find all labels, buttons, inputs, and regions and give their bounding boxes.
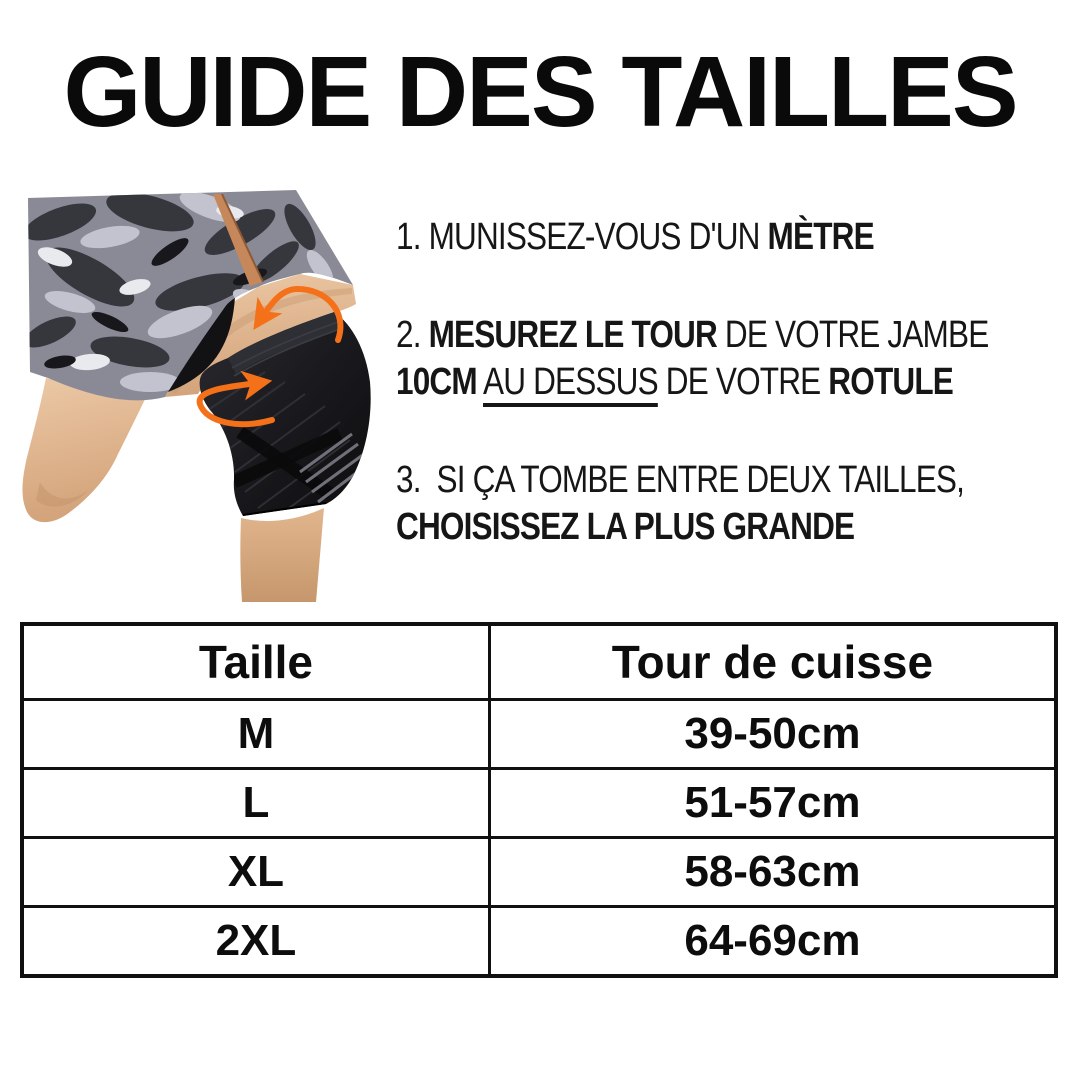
instruction-text-segment: DE VOTRE JAMBE [716,314,989,356]
thigh-circumference-cell: 64-69cm [489,907,1056,977]
instruction-text-segment: 10CM [396,361,477,403]
size-cell: L [22,769,489,838]
size-table-header-row [22,624,1056,700]
thigh-circumference-cell: 39-50cm [489,700,1056,769]
size-table-row [22,700,1056,769]
size-table-header [22,624,1056,700]
instruction-text-segment: DE VOTRE [657,361,829,403]
instruction-text-segment: AU DESSUS [483,361,658,403]
size-table [20,622,1058,978]
instruction-text-segment: 2. [396,314,429,356]
knee-sleeve-photo-illustration [0,182,400,602]
instruction-text-segment: 3. SI ÇA TOMBE ENTRE DEUX TAILLES, [396,459,965,501]
right-calf-skin [240,508,324,602]
thigh-circumference-cell: 51-57cm [489,769,1056,838]
instruction-line [396,504,1060,551]
instruction-text-segment: MÈTRE [767,216,874,258]
instruction-text-segment: MESUREZ LE TOUR [428,314,717,356]
size-table-row [22,907,1056,977]
size-table-body [22,700,1056,977]
size-cell: XL [22,838,489,907]
instruction-line [396,312,1060,359]
size-table-header-cell: Tour de cuisse [489,624,1056,700]
size-table-header-cell: Taille [22,624,489,700]
instruction-line [396,214,1060,261]
instruction-line [396,457,1060,504]
instructions [396,214,1060,602]
size-cell: M [22,700,489,769]
product-photo [0,182,400,602]
instruction-text-segment: ROTULE [828,361,953,403]
instruction-text-segment: 1. MUNISSEZ-VOUS D'UN [396,216,768,258]
size-table-row [22,769,1056,838]
size-table-row [22,838,1056,907]
thigh-circumference-cell: 58-63cm [489,838,1056,907]
size-cell: 2XL [22,907,489,977]
instruction-text-segment: CHOISISSEZ LA PLUS GRANDE [396,506,855,548]
instruction-item [396,312,1060,406]
page-title: GUIDE DES TAILLES [63,36,1017,148]
instruction-line [396,359,1060,406]
instruction-item [396,457,1060,551]
instruction-item [396,214,1060,261]
